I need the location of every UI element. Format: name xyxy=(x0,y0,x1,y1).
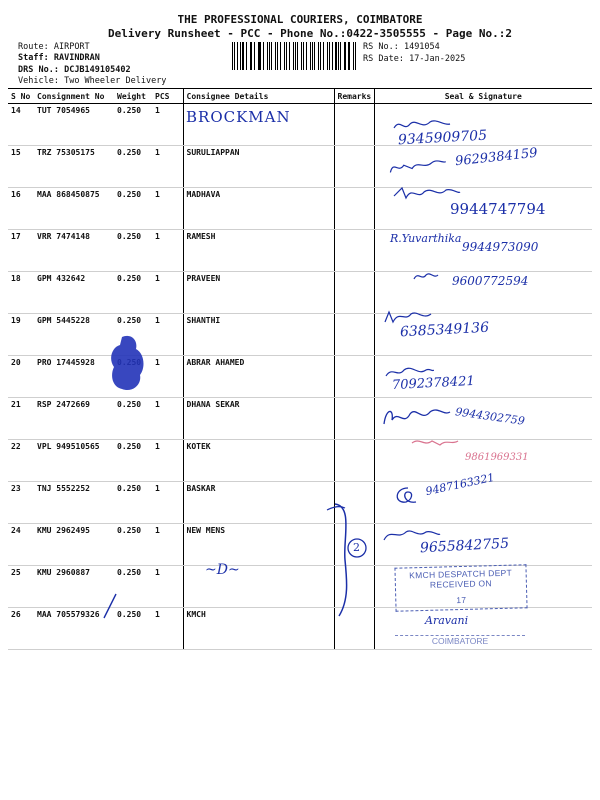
cell-consignment: VPL 949510565 xyxy=(34,440,114,482)
signature-18 xyxy=(412,268,440,287)
document-title: THE PROFESSIONAL COURIERS, COIMBATORE xyxy=(177,13,423,26)
barcode-bar xyxy=(340,42,341,70)
rs-no-label: RS No.: xyxy=(363,42,399,52)
signature-phone-21: 9944302759 xyxy=(454,405,526,428)
cell-consignee: BASKAR xyxy=(183,482,334,524)
cell-weight: 0.250 xyxy=(114,398,152,440)
cell-pcs: 1 xyxy=(152,230,183,272)
barcode-bar xyxy=(338,42,339,70)
cell-sno: 18 xyxy=(8,272,34,314)
signature-26: Aravani xyxy=(425,614,469,627)
cell-consignee: MADHAVA xyxy=(183,188,334,230)
barcode-bar xyxy=(303,42,304,70)
despatch-stamp xyxy=(394,564,527,611)
signature-22 xyxy=(410,434,460,453)
rs-date-line xyxy=(363,54,465,64)
cell-consignee: KOTEK xyxy=(183,440,334,482)
drs-label: DRS No.: xyxy=(18,65,59,75)
cell-sno: 19 xyxy=(8,314,34,356)
barcode-bar xyxy=(251,42,252,70)
barcode-bar xyxy=(310,42,311,70)
table-row xyxy=(8,356,592,398)
signature-phone-20: 7092378421 xyxy=(391,373,476,394)
cell-pcs: 1 xyxy=(152,188,183,230)
barcode-bar xyxy=(271,42,272,70)
staff-value: RAVINDRAN xyxy=(53,53,100,63)
barcode-bar xyxy=(258,42,259,70)
cell-remarks xyxy=(334,272,374,314)
rs-date-value: 17-Jan-2025 xyxy=(409,54,466,64)
barcode-bar xyxy=(314,42,315,70)
cell-consignee: NEW MENS xyxy=(183,524,334,566)
staff-line xyxy=(18,53,100,63)
barcode-bar xyxy=(286,42,287,70)
cell-consignment: TRZ 75305175 xyxy=(34,146,114,188)
col-header-consignee: Consignee Details xyxy=(183,89,334,104)
cell-sno: 24 xyxy=(8,524,34,566)
cell-pcs: 1 xyxy=(152,146,183,188)
vehicle-value: Two Wheeler Delivery xyxy=(64,76,167,86)
cell-consignee: DHANA SEKAR xyxy=(183,398,334,440)
barcode-bar xyxy=(355,42,356,70)
cell-weight: 0.250 xyxy=(114,566,152,608)
table-row xyxy=(8,482,592,524)
cell-consignee: RAMESH xyxy=(183,230,334,272)
drs-value: DCJB149105402 xyxy=(64,65,131,75)
cell-pcs: 1 xyxy=(152,356,183,398)
cell-weight: 0.250 xyxy=(114,272,152,314)
route-label: Route: xyxy=(18,42,49,52)
bracket-annotation xyxy=(325,500,375,620)
cell-remarks xyxy=(334,188,374,230)
cell-sno: 21 xyxy=(8,398,34,440)
cell-weight: 0.250 xyxy=(114,314,152,356)
barcode-bar xyxy=(234,42,235,70)
cell-consignment: MAA 868450875 xyxy=(34,188,114,230)
drs-line xyxy=(18,65,131,75)
col-header-seal: Seal & Signature xyxy=(374,89,592,104)
cell-consignee: PRAVEEN xyxy=(183,272,334,314)
signature-phone-14: 9345909705 xyxy=(397,127,488,149)
cell-pcs: 1 xyxy=(152,104,183,146)
cell-pcs: 1 xyxy=(152,608,183,650)
cell-sno: 22 xyxy=(8,440,34,482)
barcode-bar xyxy=(280,42,282,70)
stamp-line-1: KMCH DESPATCH DEPT xyxy=(409,567,513,581)
signature-23 xyxy=(390,484,420,512)
staff-label: Staff: xyxy=(18,53,49,63)
cell-remarks xyxy=(334,230,374,272)
signature-name-17: R.Yuvarthika xyxy=(390,232,462,245)
cell-sno: 16 xyxy=(8,188,34,230)
cell-consignment: RSP 2472669 xyxy=(34,398,114,440)
cell-consignment: PRO 17445928 xyxy=(34,356,114,398)
barcode-bar xyxy=(295,42,296,70)
cell-pcs: 1 xyxy=(152,272,183,314)
cell-consignment: GPM 5445228 xyxy=(34,314,114,356)
rs-no-value: 1491054 xyxy=(403,42,440,52)
signature-phone-24: 9655842755 xyxy=(419,535,510,557)
col-header-pcs: PCS xyxy=(152,89,183,104)
cell-sno: 15 xyxy=(8,146,34,188)
barcode-bar xyxy=(246,42,247,70)
barcode-bar xyxy=(242,42,244,70)
cell-weight: 0.250 xyxy=(114,608,152,650)
barcode-bar xyxy=(267,42,268,70)
barcode-bar xyxy=(254,42,255,70)
cell-weight: 0.250 xyxy=(114,524,152,566)
barcode-bar xyxy=(306,42,307,70)
col-header-consignment: Consignment No xyxy=(34,89,114,104)
tick-mark xyxy=(98,592,120,622)
cell-pcs: 1 xyxy=(152,482,183,524)
barcode-bar xyxy=(232,42,233,70)
route-value: AIRPORT xyxy=(53,42,90,52)
barcode-bar xyxy=(320,42,321,70)
cell-consignment: MAA 705579326 xyxy=(34,608,114,650)
stamp-line-3: 17 xyxy=(456,594,467,606)
barcode xyxy=(232,42,357,70)
cell-sno: 25 xyxy=(8,566,34,608)
cell-consignment: TUT 7054965 xyxy=(34,104,114,146)
signature-scribble-icon xyxy=(412,269,440,283)
rs-no-line xyxy=(363,42,440,52)
signature-phone-19: 6385349136 xyxy=(399,319,490,341)
barcode-bar xyxy=(237,42,238,70)
barcode-bar xyxy=(275,42,276,70)
cell-pcs: 1 xyxy=(152,398,183,440)
cell-weight: 0.250 xyxy=(114,230,152,272)
signature-phone-15: 9629384159 xyxy=(454,145,539,170)
cell-sno: 17 xyxy=(8,230,34,272)
barcode-bar xyxy=(318,42,319,70)
cell-remarks xyxy=(334,398,374,440)
cell-pcs: 1 xyxy=(152,314,183,356)
cell-pcs: 1 xyxy=(152,566,183,608)
barcode-bar xyxy=(301,42,303,70)
barcode-bar xyxy=(269,42,270,70)
encircled-number: 2 xyxy=(353,541,360,554)
cell-consignee: SHANTHI xyxy=(183,314,334,356)
vehicle-label: Vehicle: xyxy=(18,76,59,86)
barcode-bar xyxy=(312,42,313,70)
signature-scribble-icon xyxy=(390,484,420,508)
cell-pcs: 1 xyxy=(152,440,183,482)
barcode-bar xyxy=(277,42,278,70)
barcode-bar xyxy=(348,42,350,70)
cell-weight: 0.250 xyxy=(114,440,152,482)
signature-scribble-icon xyxy=(382,404,452,430)
barcode-bar xyxy=(323,42,325,70)
cell-remarks xyxy=(334,146,374,188)
col-header-sno: S No xyxy=(8,89,34,104)
cell-remarks xyxy=(334,104,374,146)
cell-sno: 20 xyxy=(8,356,34,398)
cell-sno: 14 xyxy=(8,104,34,146)
barcode-bar xyxy=(297,42,298,70)
barcode-bar xyxy=(293,42,294,70)
col-header-weight: Weight xyxy=(114,89,152,104)
handwritten-consignee-14: BROCKMAN xyxy=(186,108,291,126)
cell-consignee: ABRAR AHAMED xyxy=(183,356,334,398)
cell-sno: 23 xyxy=(8,482,34,524)
cell-remarks xyxy=(334,314,374,356)
barcode-bar xyxy=(240,42,241,70)
cell-consignment: GPM 432642 xyxy=(34,272,114,314)
barcode-bar xyxy=(345,42,346,70)
cell-weight: 0.250 xyxy=(114,482,152,524)
barcode-bar xyxy=(335,42,336,70)
barcode-bar xyxy=(353,42,354,70)
cell-remarks xyxy=(334,356,374,398)
barcode-bar xyxy=(344,42,345,70)
cell-consignment: KMU 2960887 xyxy=(34,566,114,608)
cell-weight: 0.250 xyxy=(114,188,152,230)
stamp-footer: COIMBATORE xyxy=(395,635,525,646)
cell-consignee: KMCH xyxy=(183,608,334,650)
table-row xyxy=(8,104,592,146)
signature-phone-17: 9944973090 xyxy=(462,240,539,254)
cell-consignment: TNJ 5552252 xyxy=(34,482,114,524)
barcode-bar xyxy=(259,42,261,70)
table-row xyxy=(8,314,592,356)
signature-phone-18: 9600772594 xyxy=(452,274,529,288)
barcode-bar xyxy=(289,42,290,70)
document-subtitle: Delivery Runsheet - PCC - Phone No.:0422-3505555 - Page No.:2 xyxy=(108,27,512,40)
cell-pcs: 1 xyxy=(152,524,183,566)
signature-21 xyxy=(382,404,452,434)
col-header-remarks: Remarks xyxy=(334,89,374,104)
signature-scribble-icon xyxy=(410,435,460,449)
vehicle-line xyxy=(18,76,166,86)
barcode-bar xyxy=(329,42,330,70)
stamp-line-2: RECEIVED ON xyxy=(429,578,492,590)
barcode-bar xyxy=(250,42,251,70)
signature-scribble-icon xyxy=(387,153,448,176)
barcode-bar xyxy=(332,42,333,70)
route-line xyxy=(18,42,90,52)
rs-date-label: RS Date: xyxy=(363,54,404,64)
cell-consignment: VRR 7474148 xyxy=(34,230,114,272)
barcode-bar xyxy=(327,42,328,70)
signature-phone-16: 9944747794 xyxy=(450,200,546,218)
ink-blot xyxy=(108,333,148,393)
cell-consignment: KMU 2962495 xyxy=(34,524,114,566)
cell-weight: 0.250 xyxy=(114,104,152,146)
table-header-row xyxy=(8,89,592,104)
cell-remarks xyxy=(334,440,374,482)
signature-phone-23: 9487163321 xyxy=(424,470,496,499)
handwritten-mark-25: ~D~ xyxy=(205,562,240,578)
cell-sno: 26 xyxy=(8,608,34,650)
barcode-bar xyxy=(284,42,285,70)
barcode-bar xyxy=(263,42,264,70)
cell-consignee: SURULIAPPAN xyxy=(183,146,334,188)
signature-phone-22: 9861969331 xyxy=(465,452,529,463)
cell-weight: 0.250 xyxy=(114,146,152,188)
